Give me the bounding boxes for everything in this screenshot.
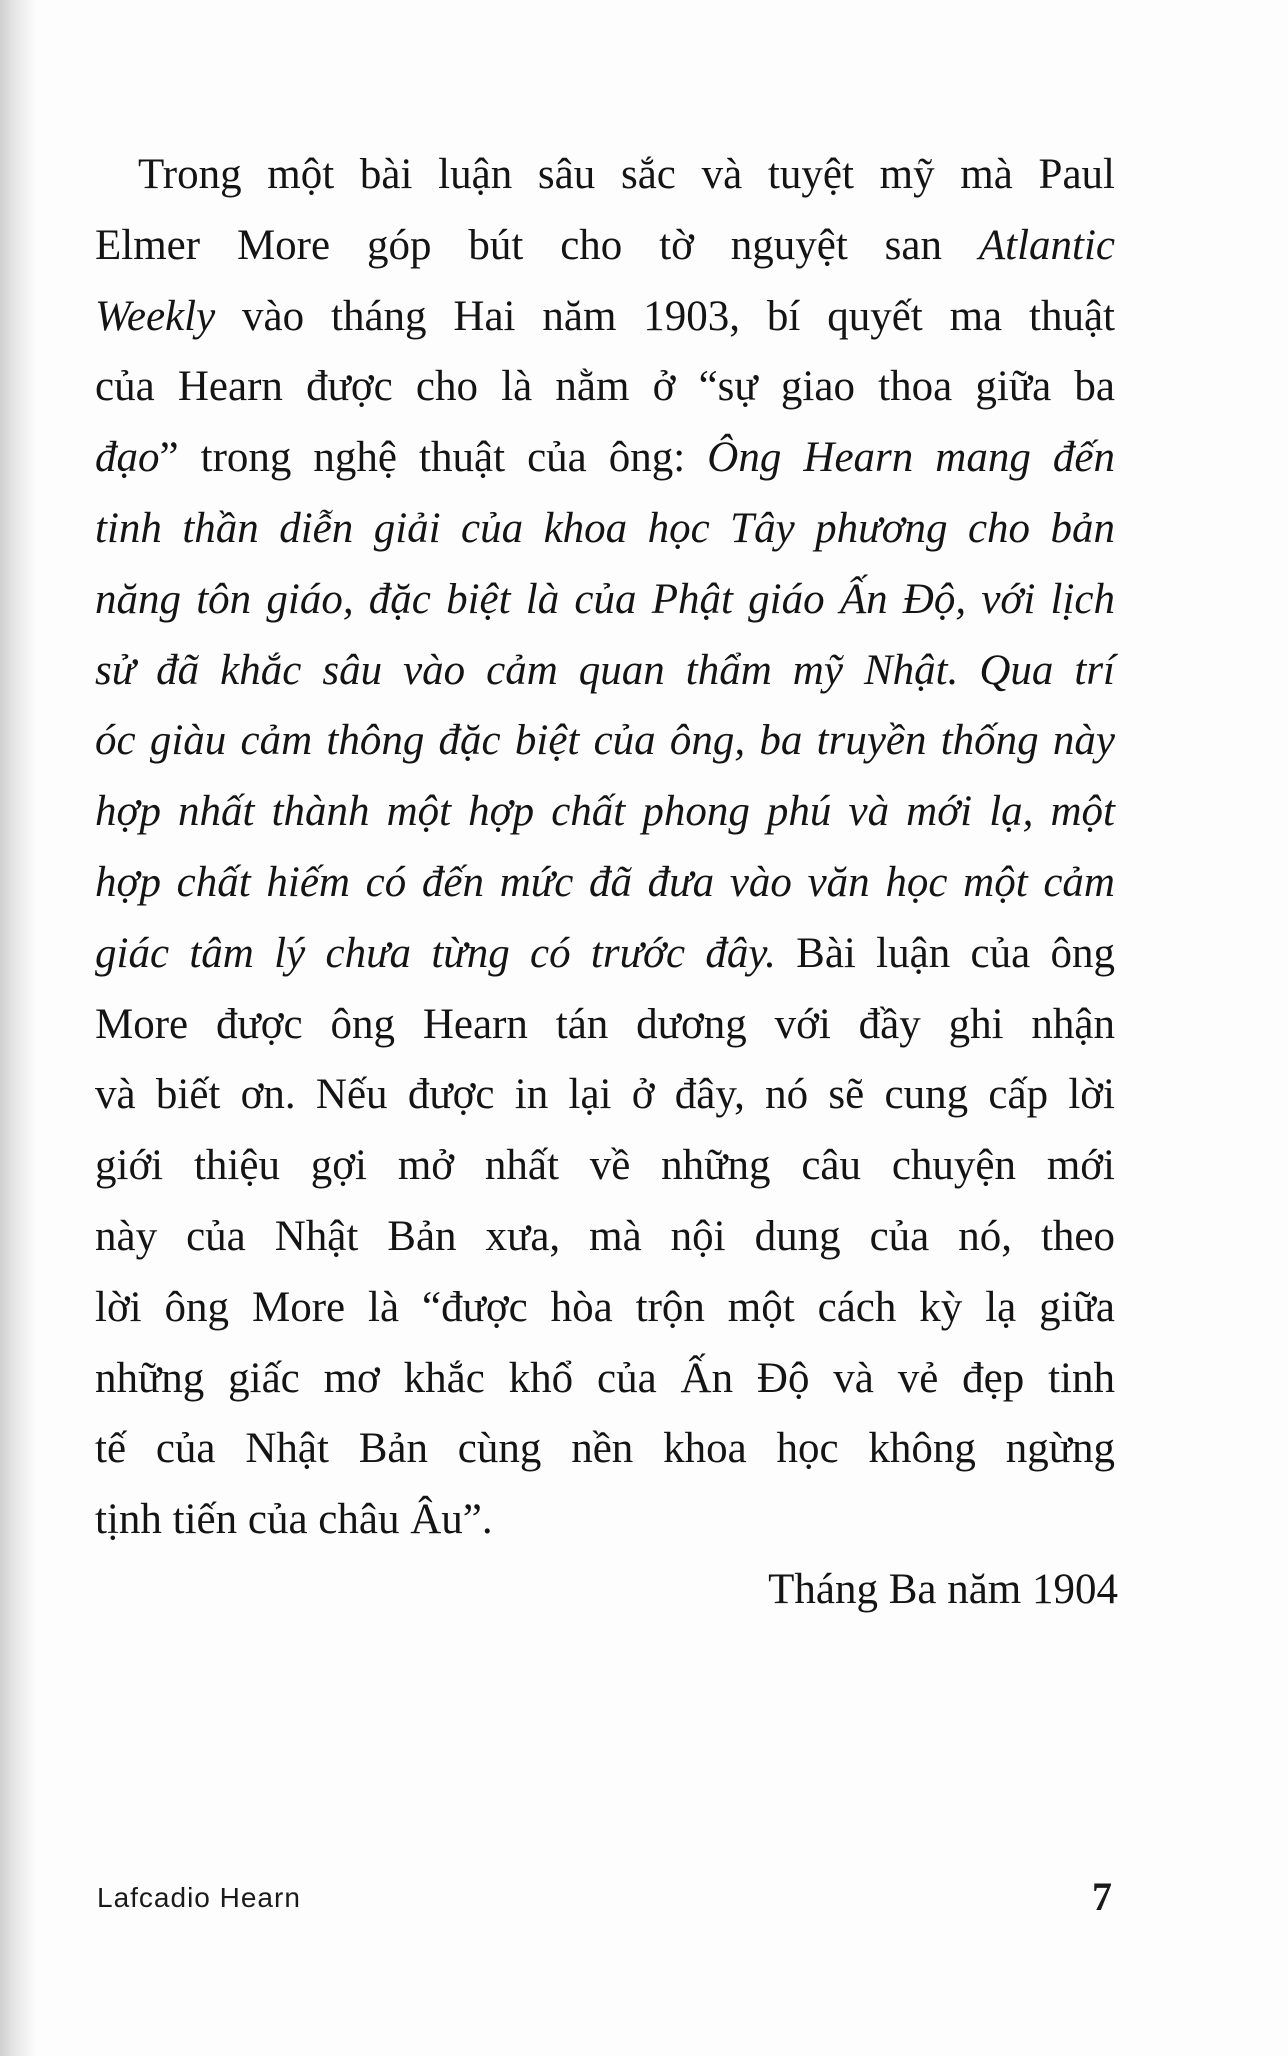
text-line-19: tế của Nhật Bản cùng nền khoa học không ngừng xyxy=(95,1425,1115,1473)
page-number: 7 xyxy=(1092,1874,1112,1919)
text-line-7: năng tôn giáo, đặc biệt là của Phật giáo Ấn Độ, với lịch xyxy=(95,575,1115,623)
text-line-9: óc giàu cảm thông đặc biệt của ông, ba truyền thống này xyxy=(95,717,1115,765)
text-line-13: More được ông Hearn tán dương với đầy ghi nhận xyxy=(95,1000,1115,1048)
text-line-3: Weekly vào tháng Hai năm 1903, bí quyết ma thuật xyxy=(95,292,1115,340)
text-line-8: sử đã khắc sâu vào cảm quan thẩm mỹ Nhật. Qua trí xyxy=(95,646,1115,694)
signature-date: Tháng Ba năm 1904 xyxy=(768,1566,1118,1613)
italic-atlantic: Atlantic xyxy=(978,221,1115,269)
text-line-4: của Hearn được cho là nằm ở “sự giao thoa giữa ba xyxy=(95,363,1115,411)
text-line-18: những giấc mơ khắc khổ của Ấn Độ và vẻ đẹp tinh xyxy=(95,1354,1115,1402)
footer-author-name: Lafcadio Hearn xyxy=(97,1882,301,1913)
italic-weekly: Weekly xyxy=(95,292,216,340)
text-line-14: và biết ơn. Nếu được in lại ở đây, nó sẽ cung cấp lời xyxy=(95,1071,1115,1119)
italic-dao: đạo xyxy=(95,434,160,482)
italic-ong-hearn: Ông Hearn mang đến xyxy=(707,434,1115,482)
text-line-20: tịnh tiến của châu Âu”. xyxy=(95,1496,493,1544)
text-line-11: hợp chất hiếm có đến mức đã đưa vào văn học một cảm xyxy=(95,858,1115,906)
text-line-17: lời ông More là “được hòa trộn một cách kỳ lạ giữa xyxy=(95,1283,1115,1331)
text-line-12: giác tâm lý chưa từng có trước đây. Bài luận của ông xyxy=(95,929,1115,977)
text-line-6: tinh thần diễn giải của khoa học Tây phương cho bản xyxy=(95,504,1115,552)
text-line-2: Elmer More góp bút cho tờ nguyệt san Atlantic xyxy=(95,221,1115,269)
text-line-1: Trong một bài luận sâu sắc và tuyệt mỹ mà Paul xyxy=(138,151,1115,198)
text-line-5: đạo” trong nghệ thuật của ông: Ông Hearn mang đến xyxy=(95,434,1115,482)
text-line-16: này của Nhật Bản xưa, mà nội dung của nó, theo xyxy=(95,1212,1115,1260)
text-line-10: hợp nhất thành một hợp chất phong phú và mới lạ, một xyxy=(95,788,1115,836)
text-line-15: giới thiệu gợi mở nhất về những câu chuyện mới xyxy=(95,1142,1115,1190)
main-paragraph xyxy=(95,140,1115,1556)
page-gutter-shadow xyxy=(0,0,36,2056)
